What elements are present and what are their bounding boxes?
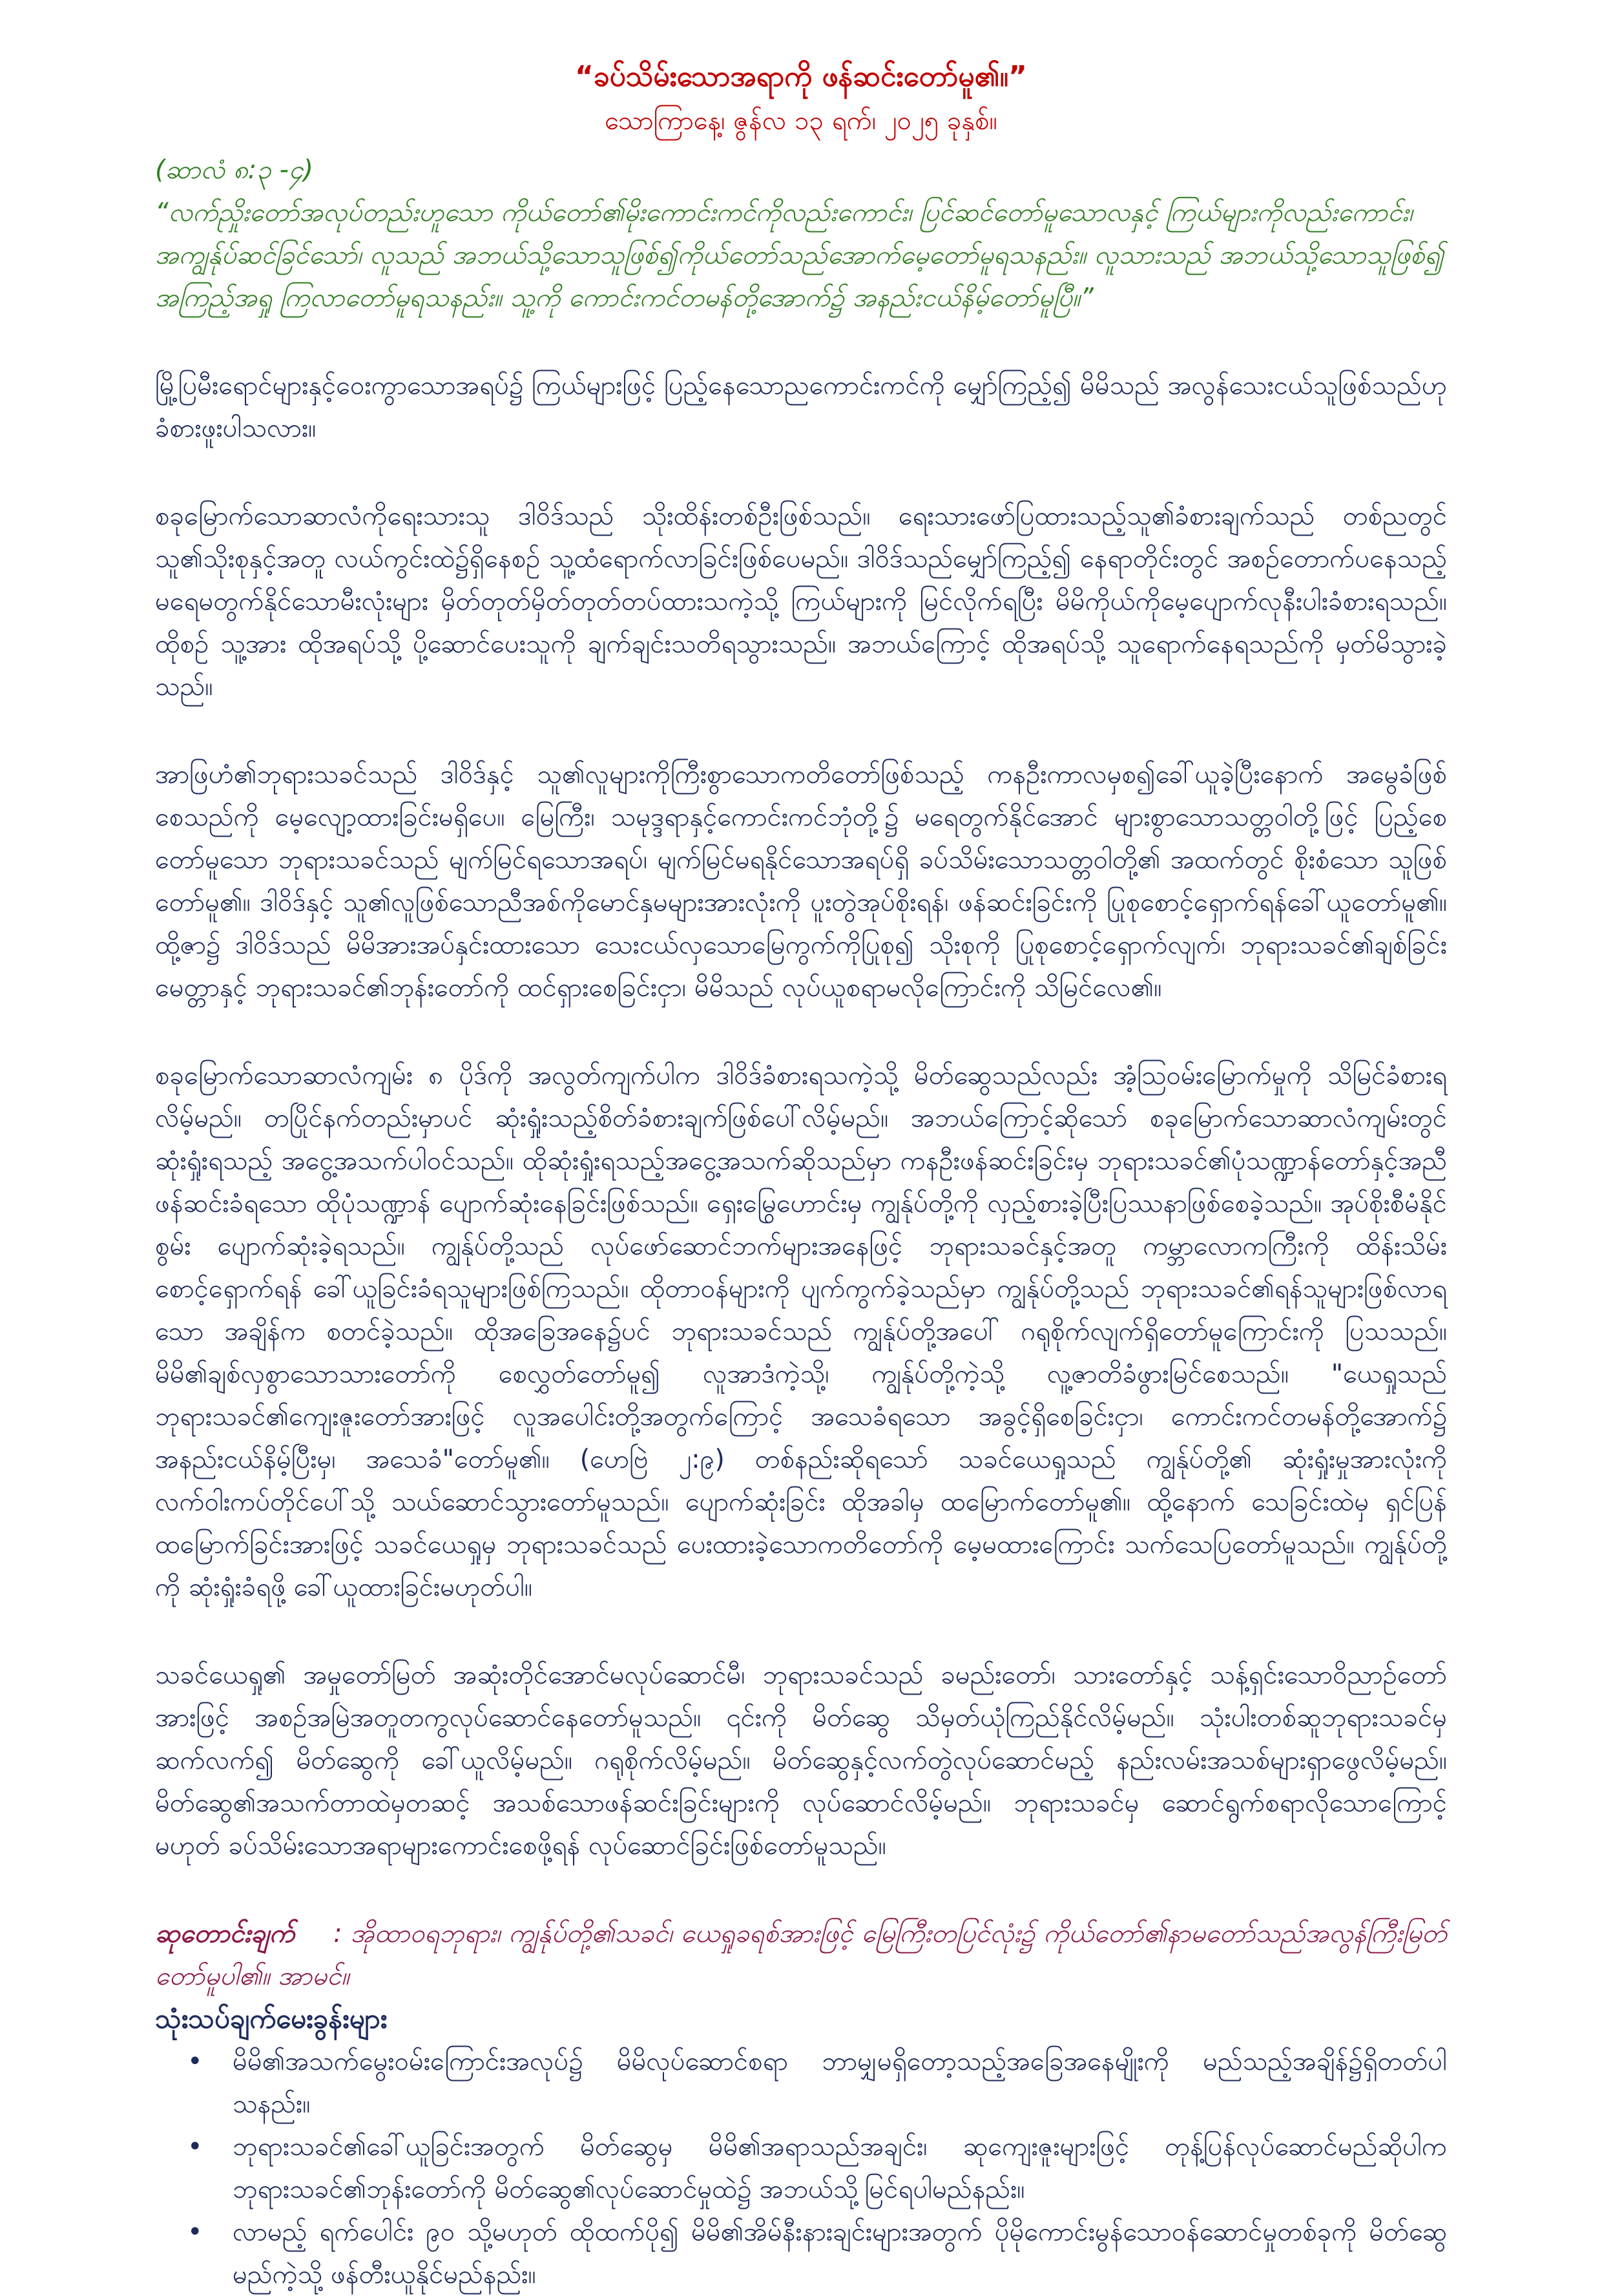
- scripture-reference: (ဆာလံ ၈:၃ -၄): [155, 155, 314, 185]
- bullet-icon: •: [187, 2132, 203, 2162]
- body-paragraph-4: စခုမြောက်သောဆာလံကျမ်း ၈ ပိုဒ်ကို အလွတ်ကျက်ပါက ဒါဝိဒ်ခံစားရသကဲ့သို့ မိတ်ဆွေသည်လည်း အံ့ဩဝမ်းမြောက်မှုကို သိမြင်ခံစားရလိမ့်မည်။ တပြိုင်နက်တည်းမှာပင် ဆုံးရှုံးသည့်စိတ်ခံစားချက်ဖြစ်ပေါ်လိမ့်မည်။ အဘယ်ကြောင့်ဆိုသော် စခုမြောက်သောဆာလံကျမ်းတွင် ဆုံးရှုံးရသည့် အငွေ့အသက်ပါဝင်သည်။ ထိုဆုံးရှုံးရသည့်အငွေ့အသက်ဆိုသည်မှာ ကနဦးဖန်ဆင်းခြင်းမှ ဘုရားသခင်၏ပုံသဏ္ဍာန်တော်နှင့်အညီဖန်ဆင်းခံရသော ထိုပုံသဏ္ဍာန် ပျောက်ဆုံးနေခြင်းဖြစ်သည်။ ရှေးမြွေဟောင်းမှ ကျွန်ုပ်တို့ကို လှည့်စားခဲ့ပြီးပြဿနာဖြစ်စေခဲ့သည်။ အုပ်စိုးစီမံနိုင်စွမ်း ပျောက်ဆုံးခဲ့ရသည်။ ကျွန်ုပ်တို့သည် လုပ်ဖော်ဆောင်ဘက်များအနေဖြင့် ဘုရားသခင်နှင့်အတူ ကမ္ဘာလောကကြီးကို ထိန်းသိမ်းစောင့်ရှောက်ရန် ခေါ်ယူခြင်းခံရသူများဖြစ်ကြသည်။ ထိုတာဝန်များကို ပျက်ကွက်ခဲ့သည်မှာ ကျွန်ုပ်တို့သည် ဘုရားသခင်၏ရန်သူများဖြစ်လာရသော အချိန်က စတင်ခဲ့သည်။ ထိုအခြေအနေ၌ပင် ဘုရားသခင်သည် ကျွန်ုပ်တို့အပေါ် ဂရုစိုက်လျက်ရှိတော်မူကြောင်းကို ပြသသည်။ မိမိ၏ချစ်လှစွာသောသားတော်ကို စေလွှတ်တော်မူ၍ လူအာဒံကဲ့သို့၊ ကျွန်ုပ်တို့ကဲ့သို့ လူ့ဇာတိခံဖွားမြင်စေသည်။ "ယေရှုသည် ဘုရားသခင်၏ကျေးဇူးတော်အားဖြင့် လူအပေါင်းတို့အတွက်ကြောင့် အသေခံရသော အခွင့်ရှိစေခြင်းငှာ၊ ကောင်းကင်တမန်တို့အောက်၌ အနည်းငယ်နိမ့်ပြီးမှ၊ အသေခံ"တော်မူ၏။ (ဟေဗြဲ ၂:၉) တစ်နည်းဆိုရသော် သခင်ယေရှုသည် ကျွန်ုပ်တို့၏ ဆုံးရှုံးမှုအားလုံးကို လက်ဝါးကပ်တိုင်ပေါ်သို့ သယ်ဆောင်သွားတော်မူသည်။ ပျောက်ဆုံးခြင်း ထိုအခါမှ ထမြောက်တော်မူ၏။ ထို့နောက် သေခြင်းထဲမှ ရှင်ပြန်ထမြောက်ခြင်းအားဖြင့် သခင်ယေရှုမှ ဘုရားသခင်သည် ပေးထားခဲ့သောကတိတော်ကို မေ့မထားကြောင်း သက်သေပြတော်မူသည်။ ကျွန်ုပ်တို့ကို ဆုံးရှုံးခံရဖို့ ခေါ်ယူထားခြင်းမဟုတ်ပါ။: [155, 1061, 1447, 1602]
- scripture-text: “လက်ညှိုးတော်အလုပ်တည်းဟူသော ကိုယ်တော်၏မိုးကောင်းကင်ကိုလည်းကောင်း၊ ပြင်ဆင်တော်မူသောလနှင့် ကြယ်များကိုလည်းကောင်း၊ အကျွန်ုပ်ဆင်ခြင်သော်၊ လူသည် အဘယ်သို့သောသူဖြစ်၍ကိုယ်တော်သည်အောက်မေ့တော်မူရသနည်း။ လူသားသည် အဘယ်သို့သောသူဖြစ်၍ အကြည့်အရှု ကြလာတော်မူရသနည်း။ သူ့ကို ကောင်းကင်တမန်တို့အောက်၌ အနည်းငယ်နိမ့်တော်မူပြီ။”: [155, 198, 1444, 313]
- bullet-icon: •: [187, 2047, 203, 2076]
- body-paragraph-1: မြို့ပြမီးရောင်များနှင့်ဝေးကွာသောအရပ်၌ ကြယ်များဖြင့် ပြည့်နေသောညကောင်းကင်ကို မျှော်ကြည့်၍ မိမိသည် အလွန်သေးငယ်သူဖြစ်သည်ဟု ခံစားဖူးပါသလား။: [155, 371, 1447, 443]
- page-title: “ခပ်သိမ်းသောအရာကို ဖန်ဆင်းတော်မူ၏။”: [575, 60, 1027, 93]
- list-item: • ဘုရားသခင်၏ခေါ်ယူခြင်းအတွက် မိတ်ဆွေမှ မိမိ၏အရာသည်အချင်း၊ ဆုကျေးဇူးများဖြင့် တုန့်ပြန်လုပ်ဆောင်မည်ဆိုပါက ဘုရားသခင်၏ဘုန်းတော်ကို မိတ်ဆွေ၏လုပ်ဆောင်မှုထဲ၌ အဘယ်သို့မြင်ရပါမည်နည်း။: [233, 2125, 1447, 2211]
- questions-list: [155, 2040, 1447, 2296]
- prayer-label: ဆုတောင်းချက်: [155, 1919, 295, 1948]
- list-item: • လာမည့် ရက်ပေါင်း ၉၀ သို့မဟုတ် ထိုထက်ပို၍ မိမိ၏အိမ်နီးနားချင်းများအတွက် ပိုမိုကောင်းမွန်သောဝန်ဆောင်မှုတစ်ခုကို မိတ်ဆွေမည်ကဲ့သို့ ဖန်တီးယူနိုင်မည်နည်း။: [233, 2211, 1447, 2296]
- prayer-text: : အိုထာဝရဘုရား၊ ကျွန်ုပ်တို့၏သခင်၊ ယေရှုခရစ်အားဖြင့် မြေကြီးတပြင်လုံး၌ ကိုယ်တော်၏နာမတော်သည်အလွန်ကြီးမြတ်တော်မူပါ၏။ အာမင်။: [155, 1919, 1447, 1991]
- body-paragraph-5: သခင်ယေရှု၏ အမှုတော်မြတ် အဆုံးတိုင်အောင်မလုပ်ဆောင်မီ၊ ဘုရားသခင်သည် ခမည်းတော်၊ သားတော်နှင့် သန့်ရှင်းသောဝိညာဉ်တော်အားဖြင့် အစဉ်အမြဲအတူတကွလုပ်ဆောင်နေတော်မူသည်။ ၎င်းကို မိတ်ဆွေ သိမှတ်ယုံကြည်နိုင်လိမ့်မည်။ သုံးပါးတစ်ဆူဘုရားသခင်မှ ဆက်လက်၍ မိတ်ဆွေကို ခေါ်ယူလိမ့်မည်။ ဂရုစိုက်လိမ့်မည်။ မိတ်ဆွေနှင့်လက်တွဲလုပ်ဆောင်မည့် နည်းလမ်းအသစ်များရှာဖွေလိမ့်မည်။ မိတ်ဆွေ၏အသက်တာထဲမှတဆင့် အသစ်သောဖန်ဆင်းခြင်းများကို လုပ်ဆောင်လိမ့်မည်။ ဘုရားသခင်မှ ဆောင်ရွက်စရာလိုသောကြောင့်မဟုတ် ခပ်သိမ်းသောအရာများကောင်းစေဖို့ရန် လုပ်ဆောင်ခြင်းဖြစ်တော်မူသည်။: [155, 1660, 1447, 1861]
- date-line: သောကြာနေ့၊ ဇွန်လ ၁၃ ရက်၊ ၂၀၂၅ ခုနှစ်။: [605, 106, 997, 136]
- body-paragraph-2: စခုမြောက်သောဆာလံကိုရေးသားသူ ဒါဝိဒ်သည် သိုးထိန်းတစ်ဦးဖြစ်သည်။ ရေးသားဖော်ပြထားသည့်သူ၏ခံစားချက်သည် တစ်ညတွင် သူ၏သိုးစုနှင့်အတူ လယ်ကွင်းထဲ၌ရှိနေစဉ် သူ့ထံရောက်လာခြင်းဖြစ်ပေမည်။ ဒါဝိဒ်သည်မျှော်ကြည့်၍ နေရာတိုင်းတွင် အစဉ်တောက်ပနေသည့် မရေမတွက်နိုင်သောမီးလုံးများ မှိတ်တုတ်မှိတ်တုတ်တပ်ထားသကဲ့သို့ ကြယ်များကို မြင်လိုက်ရပြီး မိမိကိုယ်ကိုမေ့ပျောက်လုနီးပါးခံစားရသည်။ ထိုစဉ် သူ့အား ထိုအရပ်သို့ ပို့ဆောင်ပေးသူကို ချက်ချင်းသတိရသွားသည်။ အဘယ်ကြောင့် ထိုအရပ်သို့ သူရောက်နေရသည်ကို မှတ်မိသွားခဲ့သည်။: [155, 501, 1447, 702]
- list-item: • မိမိ၏အသက်မွေးဝမ်းကြောင်းအလုပ်၌ မိမိလုပ်ဆောင်စရာ ဘာမျှမရှိတော့သည့်အခြေအနေမျိုးကို မည်သည့်အချိန်၌ရှိတတ်ပါသနည်း။: [233, 2040, 1447, 2125]
- questions-heading: သုံးသပ်ချက်မေးခွန်းများ: [155, 2003, 388, 2034]
- bullet-icon: •: [187, 2217, 203, 2247]
- scripture-block: [155, 149, 1447, 319]
- devotional-page: [155, 52, 1447, 2296]
- body-paragraph-3: အာဖြဟံ၏ဘုရားသခင်သည် ဒါဝိဒ်နှင့် သူ၏လူများကိုကြီးစွာသောကတိတော်ဖြစ်သည့် ကနဦးကာလမှစ၍ခေါ်ယူခဲ့ပြီးနောက် အမွေခံဖြစ်စေသည်ကို မေ့လျော့ထားခြင်းမရှိပေ။ မြေကြီး၊ သမုဒ္ဒရာနှင့်ကောင်းကင်ဘုံတို့၌ မရေတွက်နိုင်အောင် များစွာသောသတ္တဝါတို့ဖြင့် ပြည့်စေတော်မူသော ဘုရားသခင်သည် မျက်မြင်ရသောအရပ်၊ မျက်မြင်မရနိုင်သောအရပ်ရှိ ခပ်သိမ်းသောသတ္တဝါတို့၏ အထက်တွင် စိုးစံသော သူဖြစ်တော်မူ၏။ ဒါဝိဒ်နှင့် သူ၏လူဖြစ်သောညီအစ်ကိုမောင်နှမများအားလုံးကို ပူးတွဲအုပ်စိုးရန်၊ ဖန်ဆင်းခြင်းကို ပြုစုစောင့်ရှောက်ရန်ခေါ်ယူတော်မူ၏။ ထို့ဇာ၌ ဒါဝိဒ်သည် မိမိအားအပ်နှင်းထားသော သေးငယ်လှသောမြေကွက်ကိုပြုစု၍ သိုးစုကို ပြုစုစောင့်ရှောက်လျက်၊ ဘုရားသခင်၏ချစ်ခြင်းမေတ္တာနှင့် ဘုရားသခင်၏ဘုန်းတော်ကို ထင်ရှားစေခြင်းငှာ၊ မိမိသည် လုပ်ယူစရာမလိုကြောင်းကို သိမြင်လေ၏။: [155, 760, 1448, 1003]
- prayer-block: [155, 1912, 1447, 1998]
